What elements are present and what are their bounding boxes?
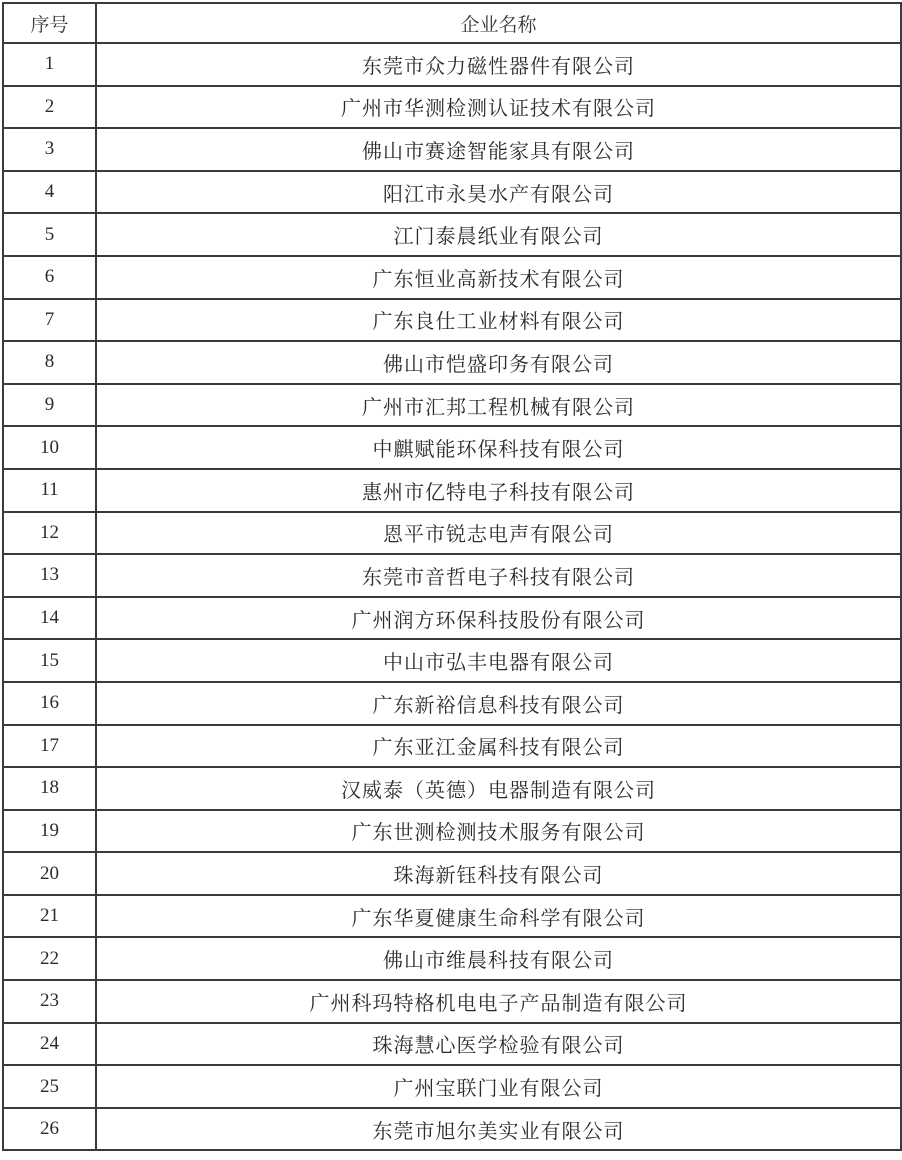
row-number: 24 (3, 1023, 96, 1066)
company-name: 广东恒业高新技术有限公司 (96, 256, 901, 299)
row-number: 3 (3, 128, 96, 171)
header-row (3, 3, 901, 43)
table-row (3, 1065, 901, 1108)
row-number: 7 (3, 299, 96, 342)
company-name: 阳江市永昊水产有限公司 (96, 171, 901, 214)
company-name: 珠海新钰科技有限公司 (96, 852, 901, 895)
table-row (3, 682, 901, 725)
company-name: 佛山市赛途智能家具有限公司 (96, 128, 901, 171)
row-number: 16 (3, 682, 96, 725)
table-row (3, 895, 901, 938)
table-row (3, 341, 901, 384)
row-number: 4 (3, 171, 96, 214)
row-number: 18 (3, 767, 96, 810)
company-name: 中山市弘丰电器有限公司 (96, 639, 901, 682)
row-number: 6 (3, 256, 96, 299)
row-number: 23 (3, 980, 96, 1023)
company-name: 江门泰晨纸业有限公司 (96, 213, 901, 256)
row-number: 12 (3, 512, 96, 555)
table-row (3, 937, 901, 980)
row-number: 20 (3, 852, 96, 895)
company-name: 东莞市旭尔美实业有限公司 (96, 1108, 901, 1151)
table-row (3, 426, 901, 469)
table-row (3, 639, 901, 682)
table-row (3, 810, 901, 853)
header-index: 序号 (3, 3, 96, 43)
row-number: 1 (3, 43, 96, 86)
company-name: 佛山市恺盛印务有限公司 (96, 341, 901, 384)
row-number: 22 (3, 937, 96, 980)
row-number: 17 (3, 725, 96, 768)
company-name: 广州润方环保科技股份有限公司 (96, 597, 901, 640)
header-company-name: 企业名称 (96, 3, 901, 43)
row-number: 19 (3, 810, 96, 853)
row-number: 21 (3, 895, 96, 938)
table-row (3, 512, 901, 555)
table-row (3, 256, 901, 299)
row-number: 11 (3, 469, 96, 512)
table-row (3, 86, 901, 129)
company-name: 广东良仕工业材料有限公司 (96, 299, 901, 342)
table-row (3, 43, 901, 86)
table-row (3, 852, 901, 895)
table-row (3, 128, 901, 171)
table-row (3, 1108, 901, 1151)
table-row (3, 384, 901, 427)
table-row (3, 597, 901, 640)
company-name: 珠海慧心医学检验有限公司 (96, 1023, 901, 1066)
row-number: 13 (3, 554, 96, 597)
company-name: 广东世测检测技术服务有限公司 (96, 810, 901, 853)
company-name: 广东新裕信息科技有限公司 (96, 682, 901, 725)
table-row (3, 299, 901, 342)
company-name: 恩平市锐志电声有限公司 (96, 512, 901, 555)
row-number: 10 (3, 426, 96, 469)
company-name: 广州科玛特格机电电子产品制造有限公司 (96, 980, 901, 1023)
company-name: 中麒赋能环保科技有限公司 (96, 426, 901, 469)
table-body (3, 43, 901, 1150)
table-header (3, 3, 901, 43)
row-number: 14 (3, 597, 96, 640)
row-number: 9 (3, 384, 96, 427)
row-number: 8 (3, 341, 96, 384)
table-row (3, 980, 901, 1023)
row-number: 25 (3, 1065, 96, 1108)
table-row (3, 171, 901, 214)
row-number: 26 (3, 1108, 96, 1151)
table-row (3, 725, 901, 768)
table-row (3, 1023, 901, 1066)
table-row (3, 213, 901, 256)
company-name: 广东华夏健康生命科学有限公司 (96, 895, 901, 938)
company-table (2, 2, 902, 1151)
company-name: 惠州市亿特电子科技有限公司 (96, 469, 901, 512)
company-name: 广州市华测检测认证技术有限公司 (96, 86, 901, 129)
company-name: 汉威泰（英德）电器制造有限公司 (96, 767, 901, 810)
company-name: 东莞市众力磁性器件有限公司 (96, 43, 901, 86)
table-row (3, 554, 901, 597)
table-row (3, 767, 901, 810)
row-number: 15 (3, 639, 96, 682)
company-name: 佛山市维晨科技有限公司 (96, 937, 901, 980)
company-name: 广东亚江金属科技有限公司 (96, 725, 901, 768)
company-name: 广州宝联门业有限公司 (96, 1065, 901, 1108)
company-name: 东莞市音哲电子科技有限公司 (96, 554, 901, 597)
row-number: 5 (3, 213, 96, 256)
row-number: 2 (3, 86, 96, 129)
company-name: 广州市汇邦工程机械有限公司 (96, 384, 901, 427)
table-row (3, 469, 901, 512)
